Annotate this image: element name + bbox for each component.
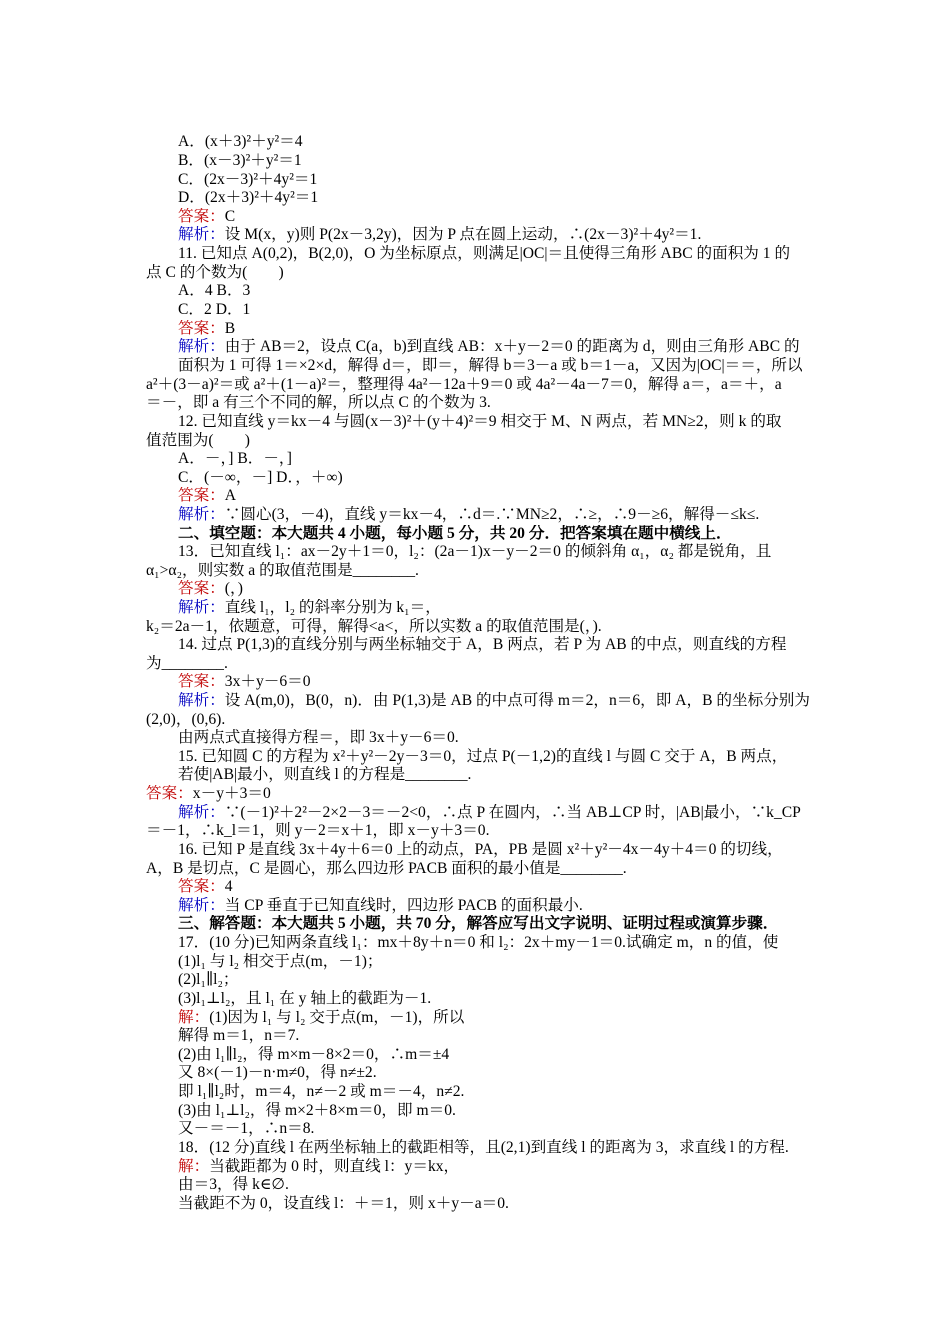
text-line xyxy=(178,915,810,934)
text-line xyxy=(178,226,810,245)
text-line xyxy=(146,394,810,413)
line-text: 由两点式直接得方程＝，即 3x＋y－6＝0. xyxy=(178,729,459,746)
text-line xyxy=(178,338,810,357)
answer-label: 答案： xyxy=(178,208,225,225)
line-text: 设 M(x，y)则 P(2x－3,2y)，因为 P 点在圆上运动，∴(2x－3)²＋4y²＝1. xyxy=(224,226,702,243)
line-text: (2,0)，(0,6). xyxy=(146,711,226,728)
line-text: 点 C 的个数为( ) xyxy=(146,264,284,281)
text-line xyxy=(178,841,810,860)
line-text: C．(－∞，－] D．，＋∞) xyxy=(178,469,343,486)
text-line xyxy=(178,525,810,544)
line-text: 18．(12 分)直线 l 在两坐标轴上的截距相等，且(2,1)到直线 l 的距离为 3，求直线 l 的方程. xyxy=(178,1139,789,1156)
line-text: 当截距不为 0，设直线 l：＋＝1，则 x＋y－a＝0. xyxy=(178,1195,509,1212)
line-text: ∵(－1)²＋2²－2×2－3＝－2<0，∴点 P 在圆内，∴当 AB⊥CP 时，|AB|最小，∵k_CP xyxy=(224,804,801,821)
answer-label: 答案： xyxy=(178,580,225,597)
text-line xyxy=(146,562,810,581)
line-text: A．－，] B．－，] xyxy=(178,450,292,467)
answer-label: 答案： xyxy=(178,320,225,337)
line-text: 为________. xyxy=(146,655,228,672)
text-line xyxy=(178,878,810,897)
line-text: 15. 已知圆 C 的方程为 x²＋y²－2y－3＝0，过点 P(－1,2)的直线 l 与圆 C 交于 A，B 两点， xyxy=(178,748,788,765)
text-line xyxy=(146,376,810,395)
text-line xyxy=(146,618,810,637)
text-line xyxy=(178,1064,810,1083)
answer-label: 解析： xyxy=(178,226,225,243)
line-text: ∵圆心(3，－4)，直线 y＝kx－4，∴d＝.∵MN≥2，∴≥，∴9－≥6，解得－≤k≤. xyxy=(224,506,760,523)
text-line xyxy=(178,766,810,785)
text-line xyxy=(146,432,810,451)
text-line xyxy=(146,264,810,283)
text-line xyxy=(178,1158,810,1177)
line-text: (1)因为 l₁ 与 l₂ 交于点(m，－1)，所以 xyxy=(209,1009,465,1026)
answer-label: 答案： xyxy=(178,878,225,895)
line-text: 13．已知直线 l₁：ax－2y＋1＝0，l₂：(2a－1)x－y－2＝0 的倾斜角 α₁，α₂ 都是锐角，且 xyxy=(178,543,772,560)
text-line xyxy=(146,860,810,879)
text-line xyxy=(178,934,810,953)
line-text: 3x＋y－6＝0 xyxy=(224,673,311,690)
answer-label: 解： xyxy=(178,1009,210,1026)
text-line xyxy=(178,580,810,599)
line-text: 4 xyxy=(224,878,233,895)
text-line xyxy=(178,1139,810,1158)
answer-label: 解析： xyxy=(178,338,225,355)
line-text: 16. 已知 P 是直线 3x＋4y＋6＝0 上的动点，PA，PB 是圆 x²＋y²－4x－4y＋4＝0 的切线， xyxy=(178,841,783,858)
text-line xyxy=(178,357,810,376)
line-text: A xyxy=(224,487,237,504)
text-line xyxy=(178,971,810,990)
line-text: ＝－1，∴k_l＝1，则 y－2＝x＋1，即 x－y＋3＝0. xyxy=(146,822,490,839)
answer-label: 解析： xyxy=(178,599,225,616)
line-text: 设 A(m,0)，B(0，n)．由 P(1,3)是 AB 的中点可得 m＝2，n＝6，即 A，B 的坐标分别为 xyxy=(224,692,810,709)
text-line xyxy=(178,1009,810,1028)
line-text: A，B 是切点，C 是圆心，那么四边形 PACB 面积的最小值是________. xyxy=(146,860,627,877)
text-line xyxy=(178,990,810,1009)
line-text: 当 CP 垂直于已知直线时，四边形 PACB 的面积最小. xyxy=(224,897,583,914)
answer-label: 答案： xyxy=(178,487,225,504)
text-line xyxy=(178,1102,810,1121)
text-line xyxy=(178,1195,810,1214)
answer-label: 解析： xyxy=(178,804,225,821)
text-line xyxy=(178,282,810,301)
text-line xyxy=(178,692,810,711)
text-line xyxy=(146,822,810,841)
answer-label: 解析： xyxy=(178,506,225,523)
text-line xyxy=(178,1027,810,1046)
text-line xyxy=(178,1176,810,1195)
text-line xyxy=(178,189,810,208)
text-line xyxy=(178,599,810,618)
text-line xyxy=(146,785,810,804)
text-line xyxy=(146,711,810,730)
line-text: A．4 B．3 xyxy=(178,282,251,299)
text-line xyxy=(178,152,810,171)
line-text: (3)l₁⊥l₂，且 l₁ 在 y 轴上的截距为－1. xyxy=(178,990,432,1007)
line-text: 若使|AB|最小，则直线 l 的方程是________. xyxy=(178,766,472,783)
line-text: 面积为 1 可得 1＝×2×d，解得 d＝，即＝，解得 b＝3－a 或 b＝1－a，又因为|OC|＝＝，所以 xyxy=(178,357,803,374)
text-line xyxy=(178,506,810,525)
line-text: 直线 l₁，l₂ 的斜率分别为 k₁＝， xyxy=(224,599,441,616)
text-line xyxy=(178,636,810,655)
text-line xyxy=(178,171,810,190)
text-line xyxy=(178,1083,810,1102)
line-text: α₁>α₂，则实数 a 的取值范围是________. xyxy=(146,562,419,579)
line-text: (3)由 l₁⊥l₂，得 m×2＋8×m＝0，即 m＝0. xyxy=(178,1102,456,1119)
text-line xyxy=(178,301,810,320)
text-line xyxy=(178,133,810,152)
line-text: 二、填空题：本大题共 4 小题，每小题 5 分，共 20 分．把答案填在题中横线上． xyxy=(178,525,732,542)
text-line xyxy=(178,320,810,339)
line-text: (，) xyxy=(224,580,243,597)
line-text: C．2 D．1 xyxy=(178,301,251,318)
text-line xyxy=(178,543,810,562)
answer-label: 答案： xyxy=(178,673,225,690)
line-text: 值范围为( ) xyxy=(146,432,250,449)
line-text: C．(2x－3)²＋4y²＝1 xyxy=(178,171,318,188)
text-line xyxy=(178,673,810,692)
text-line xyxy=(178,729,810,748)
text-line xyxy=(178,804,810,823)
line-text: 当截距都为 0 时，则直线 l：y＝kx， xyxy=(209,1158,460,1175)
answer-label: 解： xyxy=(178,1158,210,1175)
text-line xyxy=(178,469,810,488)
line-text: A．(x＋3)²＋y²＝4 xyxy=(178,133,303,150)
line-text: 即 l₁∥l₂时，m＝4，n≠－2 或 m＝－4，n≠2. xyxy=(178,1083,465,1100)
line-text: k₂＝2a－1，依题意，可得，解得<a<，所以实数 a 的取值范围是(，). xyxy=(146,618,602,635)
answer-label: 解析： xyxy=(178,692,225,709)
line-text: 17．(10 分)已知两条直线 l₁：mx＋8y＋n＝0 和 l₂：2x＋my－1＝0.试确定 m，n 的值，使 xyxy=(178,934,779,951)
line-text: 14. 过点 P(1,3)的直线分别与两坐标轴交于 A，B 两点，若 P 为 AB 的中点，则直线的方程 xyxy=(178,636,787,653)
text-line xyxy=(178,245,810,264)
line-text: ＝－，即 a 有三个不同的解，所以点 C 的个数为 3. xyxy=(146,394,491,411)
line-text: B．(x－3)²＋y²＝1 xyxy=(178,152,302,169)
line-text: x－y＋3＝0 xyxy=(192,785,271,802)
line-text: 又－＝－1，∴n＝8. xyxy=(178,1120,315,1137)
line-text: (1)l₁ 与 l₂ 相交于点(m，－1)； xyxy=(178,953,383,970)
text-line xyxy=(178,953,810,972)
text-line xyxy=(178,450,810,469)
line-text: 由于 AB＝2，设点 C(a，b)到直线 AB：x＋y－2＝0 的距离为 d，则由三角形 ABC 的 xyxy=(224,338,800,355)
line-text: C xyxy=(224,208,236,225)
text-line xyxy=(146,655,810,674)
text-line xyxy=(178,208,810,227)
line-text: 11. 已知点 A(0,2)，B(2,0)，O 为坐标原点，则满足|OC|＝且使得三角形 ABC 的面积为 1 的 xyxy=(178,245,791,262)
answer-label: 解析： xyxy=(178,897,225,914)
answer-label: 答案： xyxy=(146,785,193,802)
line-text: 12. 已知直线 y＝kx－4 与圆(x－3)²＋(y＋4)²＝9 相交于 M、N 两点，若 MN≥2，则 k 的取 xyxy=(178,413,782,430)
text-line xyxy=(178,1120,810,1139)
line-text: 解得 m＝1，n＝7. xyxy=(178,1027,300,1044)
line-text: 由＝3，得 k∈∅. xyxy=(178,1176,289,1193)
line-text: (2)l₁∥l₂； xyxy=(178,971,239,988)
line-text: D．(2x＋3)²＋4y²＝1 xyxy=(178,189,319,206)
line-text: 又 8×(－1)－n·m≠0，得 n≠±2. xyxy=(178,1064,377,1081)
text-line xyxy=(178,413,810,432)
line-text: B xyxy=(224,320,236,337)
line-text: a²＋(3－a)²＝或 a²＋(1－a)²＝，整理得 4a²－12a＋9＝0 或 4a²－4a－7＝0，解得 a＝，a＝＋，a xyxy=(146,376,782,393)
line-text: (2)由 l₁∥l₂，得 m×m－8×2＝0，∴m＝±4 xyxy=(178,1046,450,1063)
line-text: 三、解答题：本大题共 5 小题，共 70 分，解答应写出文字说明、证明过程或演算步骤． xyxy=(178,915,779,932)
text-line xyxy=(178,1046,810,1065)
text-line xyxy=(178,748,810,767)
text-line xyxy=(178,487,810,506)
text-line xyxy=(178,897,810,916)
